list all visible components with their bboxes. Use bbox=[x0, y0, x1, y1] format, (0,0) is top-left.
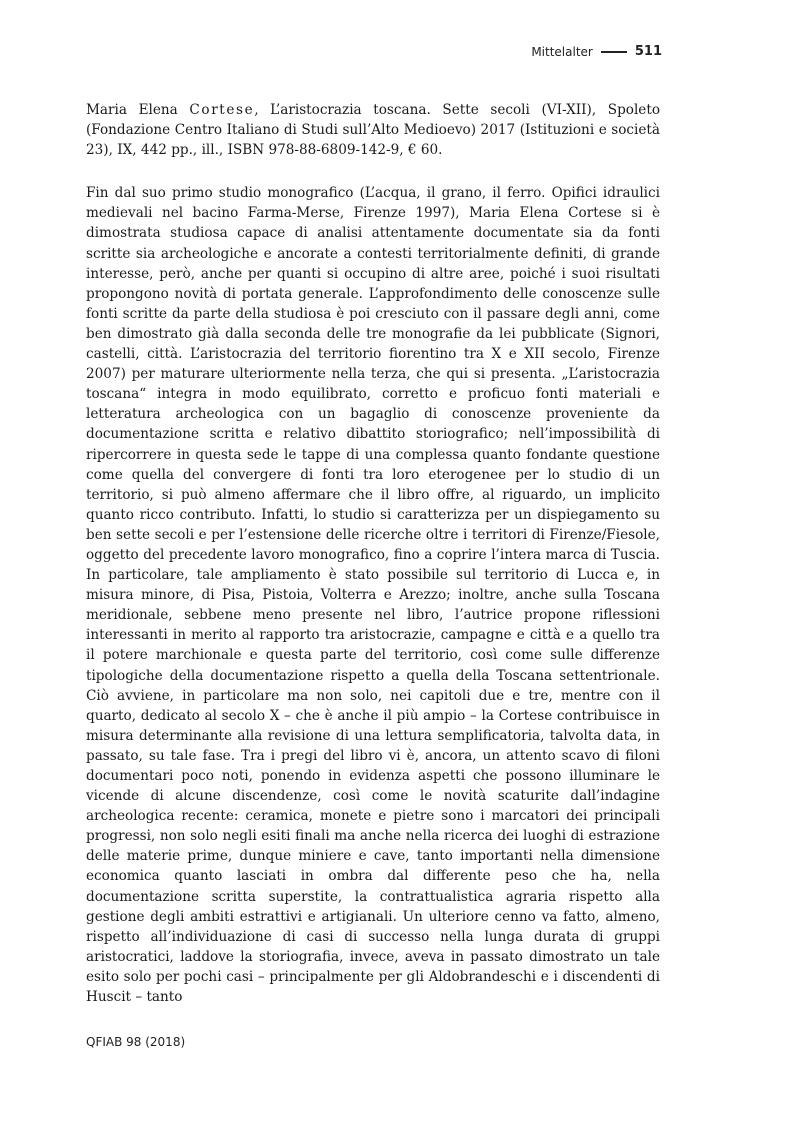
running-head bbox=[531, 44, 662, 59]
main-content bbox=[86, 100, 660, 1007]
page-number: 511 bbox=[634, 44, 662, 59]
citation-details: , L’aristocrazia toscana. Sette secoli (VI-XII), Spoleto (Fondazione Centro Italiano di Studi sull’Alto Medioevo) 2017 (Istituzioni e società 23), IX, 442 pp., ill., ISBN 978-88-6809-142-9, € 60. bbox=[86, 102, 661, 159]
header-rule bbox=[601, 51, 627, 53]
section-title: Mittelalter bbox=[531, 44, 593, 59]
author-first-name: Maria Elena bbox=[86, 102, 190, 118]
review-paragraph: Fin dal suo primo studio monografico (L’acqua, il grano, il ferro. Opifici idraulici medievali nel bacino Farma-Merse, Firenze 1997), Maria Elena Cortese si è dimostrata studiosa capace di analisi attentamente documentate sia da fonti scritte sia archeologiche e ancorate a contesti territorialmente definiti, di grande interesse, però, anche per quanti si occupino di altre aree, poiché i suoi risultati propongono novità di portata generale. L’approfondimento delle conoscenze sulle fonti scritte da parte della studiosa è poi cresciuto con il passare degli anni, come ben dimostrato già dalla seconda delle tre monografie da lei pubblicate (Signori, castelli, città. L’aristocrazia del territorio fiorentino tra X e XII secolo, Firenze 2007) per maturare ulteriormente nella terza, che qui si presenta. „L’aristocrazia toscana“ integra in modo equilibrato, corretto e proficuo fonti materiali e letteratura archeologica con un bagaglio di conoscenze proveniente da documentazione scritta e relativo dibattito storiografico; nell’impossibilità di ripercorrere in questa sede le tappe di una complessa quanto fondante questione come quella del convergere di fonti tra loro eterogenee per lo studio di un territorio, si può almeno affermare che il libro offre, al riguardo, un implicito quanto ricco contributo. Infatti, lo studio si caratterizza per un dispiegamento su ben sette secoli e per l’estensione delle ricerche oltre i territori di Firenze/Fiesole, oggetto del precedente lavoro monografico, fino a coprire l’intera marca di Tuscia. In particolare, tale ampliamento è stato possibile sul territorio di Lucca e, in misura minore, di Pisa, Pistoia, Volterra e Arezzo; inoltre, anche sulla Toscana meridionale, sebbene meno presente nel libro, l’autrice propone riflessioni interessanti in merito al rapporto tra aristocrazie, campagne e città e a quello tra il potere marchionale e questa parte del territorio, così come sulle differenze tipologiche della documentazione rispetto a quella della Toscana settentrionale. Ciò avviene, in particolare ma non solo, nei capitoli due e tre, mentre con il quarto, dedicato al secolo X – che è anche il più ampio – la Cortese contribuisce in misura determinante alla revisione di una lettura semplificatoria, talvolta data, in passato, su tale fase. Tra i pregi del libro vi è, ancora, un attento scavo di filoni documentari poco noti, ponendo in evidenza aspetti che possono illuminare le vicende di alcune discendenze, così come le novità scaturite dall’indagine archeologica recente: ceramica, monete e pietre sono i marcatori dei principali progressi, non solo negli esiti finali ma anche nella ricerca dei luoghi di estrazione delle materie prime, dunque miniere e cave, tanto importanti nella dimensione economica quanto lasciati in ombra dal differente peso che ha, nella documentazione scritta superstite, la contrattualistica agraria rispetto alla gestione degli ambiti estrattivi e artigianali. Un ulteriore cenno va fatto, almeno, rispetto all’individuazione di casi di successo nella lunga durata di gruppi aristocratici, laddove la storiografia, invece, aveva in passato dimostrato un tale esito solo per pochi casi – principalmente per gli Aldobrandeschi e i discendenti di Huscit – tanto bbox=[86, 185, 660, 1006]
author-last-name: Cortese bbox=[189, 102, 255, 118]
journal-footer: QFIAB 98 (2018) bbox=[86, 1035, 186, 1049]
book-citation bbox=[86, 100, 660, 160]
